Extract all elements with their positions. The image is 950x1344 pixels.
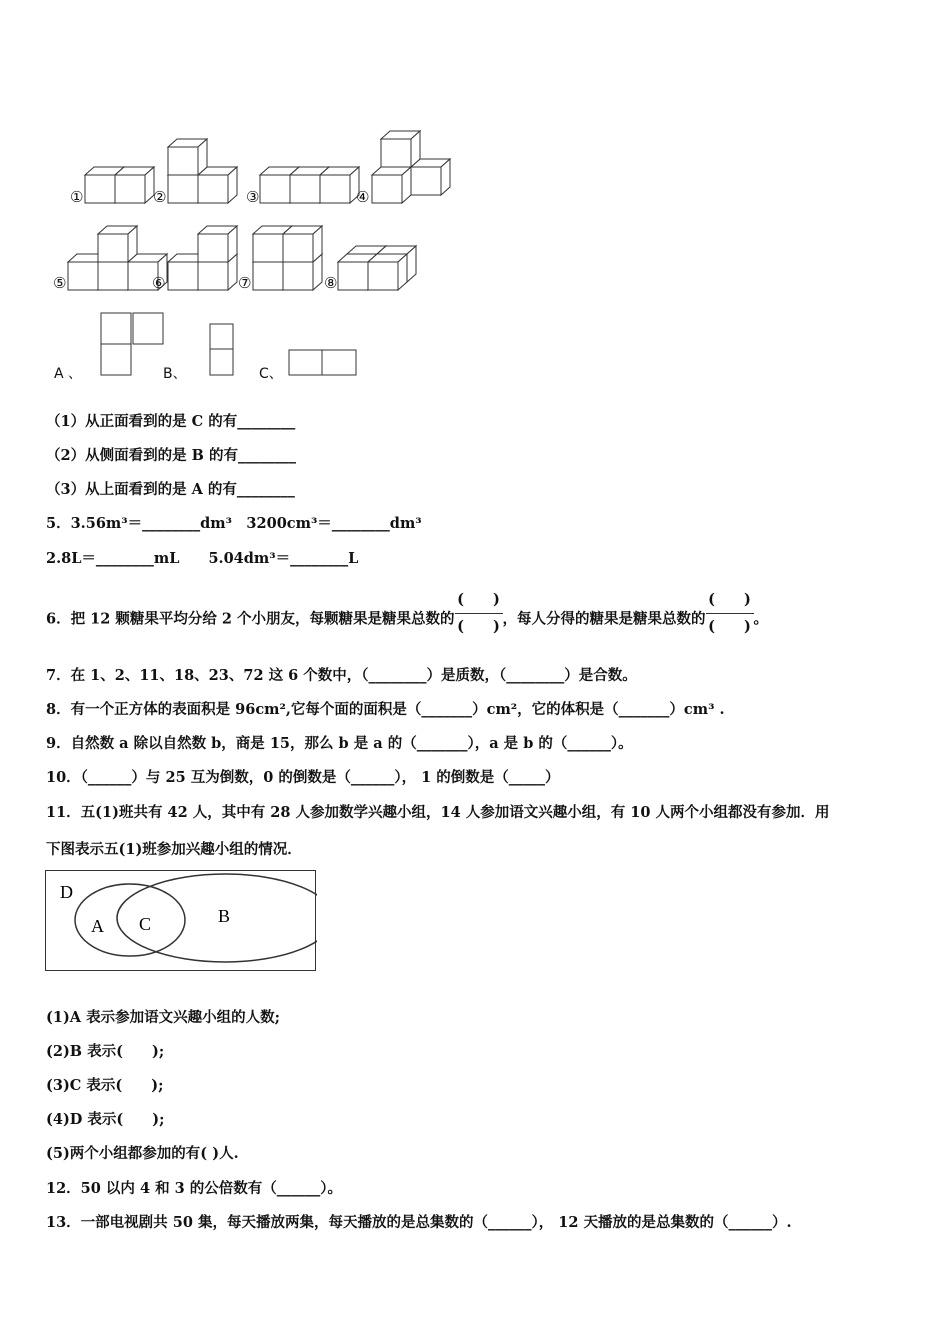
q4-sub2: （2）从侧面看到的是 B 的有________ bbox=[46, 447, 296, 464]
q6-text-3: 。 bbox=[753, 610, 769, 628]
figure-label-3: ③ bbox=[246, 188, 260, 206]
cube-figures bbox=[0, 0, 950, 400]
cube-front-face bbox=[283, 262, 313, 290]
figure-label-6: ⑥ bbox=[152, 274, 166, 292]
numerator-blank: ( ) bbox=[455, 587, 503, 614]
cube-front-face bbox=[253, 262, 283, 290]
cube-front-face bbox=[85, 175, 115, 203]
q12: 12．50 以内 4 和 3 的公倍数有（______）。 bbox=[46, 1180, 343, 1197]
view-a-square bbox=[133, 313, 163, 344]
view-a-square bbox=[101, 313, 131, 344]
view-c-square bbox=[322, 350, 356, 375]
q9: 9．自然数 a 除以自然数 b，商是 15，那么 b 是 a 的（_______），a 是 b 的（______）。 bbox=[46, 735, 633, 752]
q11-sub5: (5)两个小组都参加的有( )人. bbox=[46, 1145, 239, 1162]
q6-text-1: 6．把 12 颗糖果平均分给 2 个小朋友，每颗糖果是糖果总数的 bbox=[46, 610, 455, 628]
numerator-blank: ( ) bbox=[706, 587, 754, 614]
cube-front-face bbox=[68, 262, 98, 290]
q13: 13．一部电视剧共 50 集，每天播放两集，每天播放的是总集数的（______）， 12 天播放的是总集数的（______）. bbox=[46, 1214, 792, 1231]
cube-front-face bbox=[98, 262, 128, 290]
q6 bbox=[46, 593, 768, 646]
denominator-blank: ( ) bbox=[457, 618, 500, 635]
q7: 7．在 1、2、11、18、23、72 这 6 个数中，（________）是质数，（________）是合数。 bbox=[46, 667, 637, 684]
q4-sub3: （3）从上面看到的是 A 的有________ bbox=[46, 481, 295, 498]
view-label-b: B、 bbox=[163, 366, 187, 382]
cube-front-face bbox=[115, 175, 145, 203]
cube-front-face bbox=[168, 175, 198, 203]
cube-front-face bbox=[283, 234, 313, 262]
venn-label-d: D bbox=[60, 882, 73, 902]
cube-front-face bbox=[290, 175, 320, 203]
cube-front-face bbox=[198, 234, 228, 262]
cube-front-face bbox=[338, 262, 368, 290]
figure-label-2: ② bbox=[153, 188, 167, 206]
figure-label-4: ④ bbox=[356, 188, 370, 206]
cube-front-face bbox=[411, 167, 441, 195]
figure-label-7: ⑦ bbox=[238, 274, 252, 292]
figure-label-5: ⑤ bbox=[53, 274, 67, 292]
view-label-a: A 、 bbox=[54, 366, 83, 382]
cube-front-face bbox=[372, 175, 402, 203]
q11-sub1: (1)A 表示参加语文兴趣小组的人数; bbox=[46, 1009, 280, 1026]
denominator-blank: ( ) bbox=[708, 618, 751, 635]
cube-front-face bbox=[198, 262, 228, 290]
venn-label-b: B bbox=[218, 906, 231, 926]
venn-frame bbox=[46, 871, 316, 971]
view-b-square bbox=[210, 324, 233, 349]
cube-front-face bbox=[98, 234, 128, 262]
q5-line1: 5．3.56m³＝________dm³ 3200cm³＝________dm³ bbox=[46, 515, 422, 532]
cube-front-face bbox=[168, 147, 198, 175]
cube-front-face bbox=[260, 175, 290, 203]
venn-diagram bbox=[45, 870, 317, 972]
view-label-c: C、 bbox=[259, 366, 283, 382]
cube-front-face bbox=[381, 139, 411, 167]
figure-label-8: ⑧ bbox=[324, 274, 338, 292]
cube-front-face bbox=[368, 262, 398, 290]
figure-label-1: ① bbox=[70, 188, 84, 206]
q11-sub4: (4)D 表示( ); bbox=[46, 1111, 165, 1128]
view-a-square bbox=[101, 344, 131, 375]
q11-line2: 下图表示五(1)班参加兴趣小组的情况． bbox=[46, 841, 302, 858]
venn-label-c: C bbox=[139, 914, 152, 934]
q5-line2: 2.8L＝________mL 5.04dm³＝________L bbox=[46, 550, 359, 567]
cube-front-face bbox=[320, 175, 350, 203]
q11-line1: 11．五(1)班共有 42 人，其中有 28 人参加数学兴趣小组，14 人参加语文兴趣小组，有 10 人两个小组都没有参加．用 bbox=[46, 804, 830, 821]
q10: 10．（______）与 25 互为倒数，0 的倒数是（______）， 1 的倒数是（_____） bbox=[46, 769, 560, 786]
cube-front-face bbox=[253, 234, 283, 262]
q6-text-2: ，每人分得的糖果是糖果总数的 bbox=[502, 610, 706, 628]
view-b-square bbox=[210, 349, 233, 375]
venn-label-a: A bbox=[91, 916, 104, 936]
view-c-square bbox=[289, 350, 322, 375]
fraction-blank-2 bbox=[706, 587, 754, 640]
q8: 8．有一个正方体的表面积是 96cm²,它每个面的面积是（_______）cm²，它的体积是（_______）cm³ . bbox=[46, 701, 725, 718]
cube-front-face bbox=[198, 175, 228, 203]
fraction-blank-1 bbox=[455, 587, 503, 640]
q11-sub2: (2)B 表示( ); bbox=[46, 1043, 165, 1060]
cube-front-face bbox=[168, 262, 198, 290]
q11-sub3: (3)C 表示( ); bbox=[46, 1077, 164, 1094]
q4-sub1: （1）从正面看到的是 C 的有________ bbox=[46, 413, 296, 430]
